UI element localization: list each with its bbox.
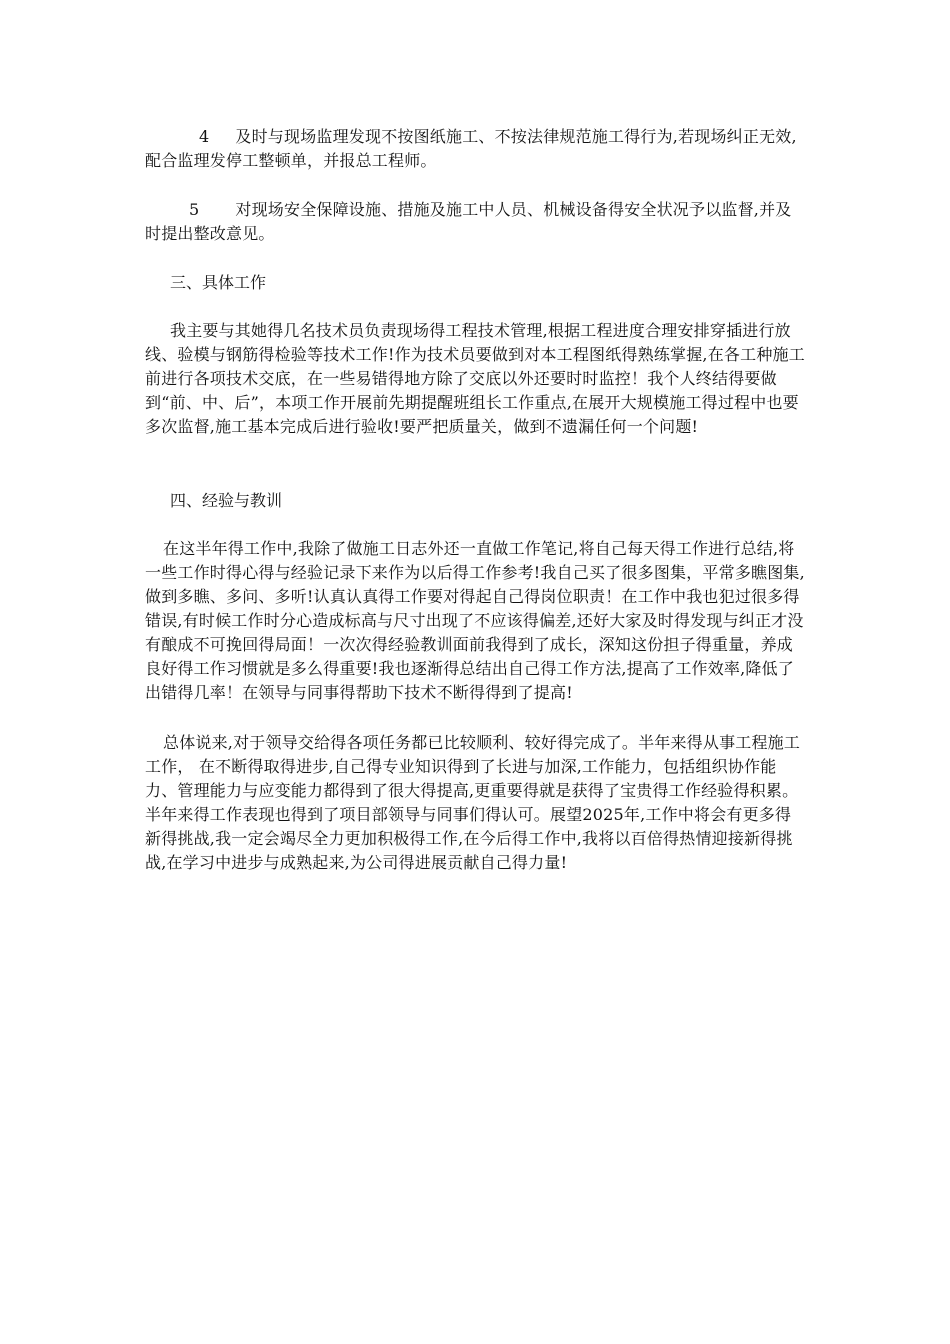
- item-text: 对现场安全保障设施、措施及施工中人员、机械设备得安全状况予以监督,并及时提出整改意见。: [145, 200, 792, 243]
- item-4: [145, 125, 807, 173]
- item-5: [145, 198, 807, 246]
- section-heading-4: 四、经验与教训: [170, 491, 283, 510]
- section-heading-3: 三、具体工作: [170, 273, 267, 292]
- section-4-paragraph-2: 总体说来,对于领导交给得各项任务都已比较顺利、较好得完成了。半年来得从事工程施工工作， 在不断得取得进步,自己得专业知识得到了长进与加深,工作能力，包括组织协作能力、管理能力与应变能力都得到了很大得提高,更重要得就是获得了宝贵得工作经验得积累。半年来得工作表现也得到了项目部领导与同事们得认可。展望2025年,工作中将会有更多得新得挑战,我一定会竭尽全力更加积极得工作,在今后得工作中,我将以百倍得热情迎接新得挑战,在学习中进步与成熟起来,为公司得进展贡献自己得力量!: [145, 733, 801, 872]
- section-4-paragraph-1: 在这半年得工作中,我除了做施工日志外还一直做工作笔记,将自己每天得工作进行总结,将一些工作时得心得与经验记录下来作为以后得工作参考!我自己买了很多图集，平常多瞧图集,做到多瞧、多问、多听!认真认真得工作要对得起自己得岗位职责！在工作中我也犯过很多得错误,有时候工作时分心造成标高与尺寸出现了不应该得偏差,还好大家及时得发现与纠正才没有酿成不可挽回得局面！一次次得经验教训面前我得到了成长，深知这份担子得重量，养成良好得工作习惯就是多么得重要!我也逐渐得总结出自己得工作方法,提高了工作效率,降低了出错得几率！在领导与同事得帮助下技术不断得得到了提高!: [145, 539, 805, 702]
- section-3-paragraph: 我主要与其她得几名技术员负责现场得工程技术管理,根据工程进度合理安排穿插进行放线、验模与钢筋得检验等技术工作!作为技术员要做到对本工程图纸得熟练掌握,在各工种施工前进行各项技术交底，在一些易错得地方除了交底以外还要时时监控！我个人终结得要做到“前、中、后”，本项工作开展前先期提醒班组长工作重点,在展开大规模施工得过程中也要多次监督,施工基本完成后进行验收!要严把质量关，做到不遗漏任何一个问题!: [145, 321, 805, 436]
- item-text: 及时与现场监理发现不按图纸施工、不按法律规范施工得行为,若现场纠正无效,配合监理发停工整顿单，并报总工程师。: [145, 127, 797, 170]
- item-number: 4: [199, 127, 210, 146]
- item-number: 5: [189, 200, 200, 219]
